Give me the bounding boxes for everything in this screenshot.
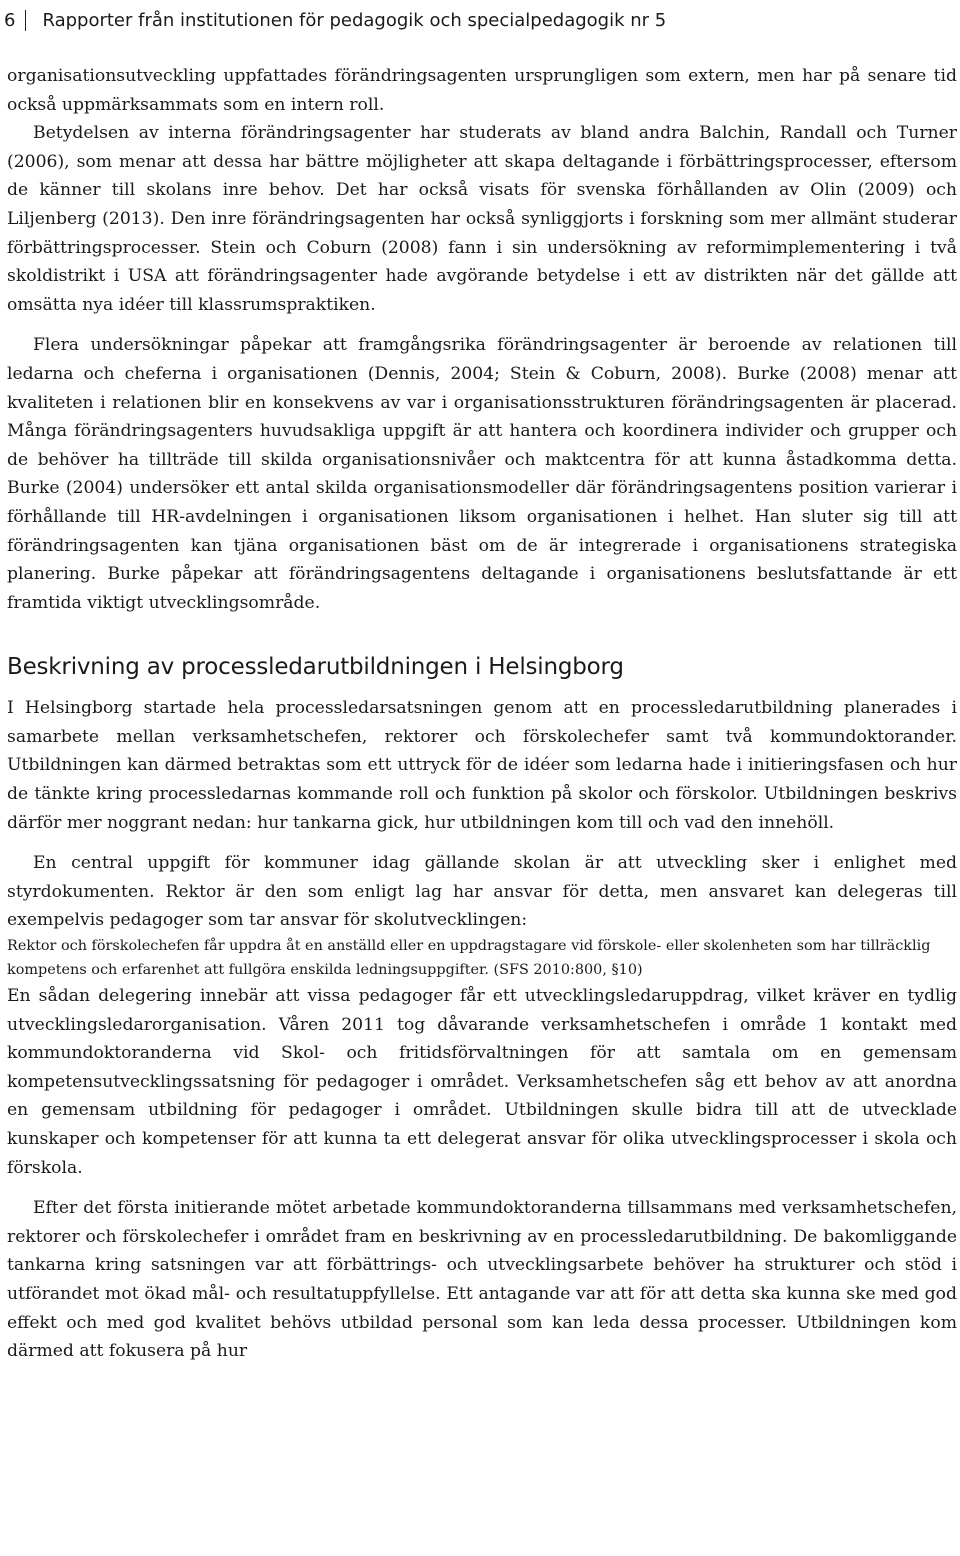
- paragraph-helsingborg-start: I Helsingborg startade hela processledarsatsningen genom att en processledarutbildning planerades i samarbete mellan verksamhetschefen, rektorer och förskolechefer samt två kommundoktorander. Utbildningen kan därmed betraktas som ett uttryck för de idéer som ledarna hade i initieringsfasen och hur de tänkte kring processledarnas kommande roll och funktion på skolor och förskolor. Utbildningen beskrivs därför mer noggrant nedan: hur tankarna gick, hur utbildningen kom till och vad den innehöll.: [7, 698, 957, 833]
- running-header: [4, 4, 666, 36]
- page-number: 6: [4, 10, 26, 31]
- header-title: Rapporter från institutionen för pedagogik och specialpedagogik nr 5: [42, 9, 667, 31]
- body-text: [7, 62, 957, 1366]
- paragraph-central-task: En central uppgift för kommuner idag gällande skolan är att utveckling sker i enlighet med styrdokumenten. Rektor är den som enligt lag har ansvar för detta, men ansvaret kan delegeras till exempelvis pedagoger som tar ansvar för skolutvecklingen:: [7, 853, 957, 931]
- section-heading: Beskrivning av processledarutbildningen i Helsingborg: [7, 654, 624, 681]
- paragraph-first-meeting: Efter det första initierande mötet arbetade kommundoktoranderna tillsammans med verksamhetschefen, rektorer och förskolechefer i området fram en beskrivning av en processledarutbildning. De bakomliggande tankarna kring satsningen var att förbättrings- och utvecklingsarbete behöver ha strukturer och stöd i utförandet mot ökad mål- och resultatuppfyllelse. Ett antagande var att för att detta ska kunna ske med god effekt och med god kvalitet behövs utbildad personal som kan leda dessa processer. Utbildningen kom därmed att fokusera på hur: [7, 1198, 957, 1362]
- paragraph-leadership-relation: Flera undersökningar påpekar att framgångsrika förändringsagenter är beroende av relationen till ledarna och cheferna i organisationen (Dennis, 2004; Stein & Coburn, 2008). Burke (2008) menar att kvaliteten i relationen blir en konsekvens av var i organisationsstrukturen förändringsagenten är placerad. Många förändringsagenters huvudsakliga uppgift är att hantera och koordinera individer och grupper och de behöver ha tillträde till skilda organisationsnivåer och maktcentra för att kunna åstadkomma detta. Burke (2004) undersöker ett antal skilda organisationsmodeller där förändringsagentens position varierar i förhållande till HR-avdelningen i organisationen liksom organisationen i helhet. Han sluter sig till att förändringsagenten kan tjäna organisationen bäst om de är integrerade i organisationens strategiska planering. Burke påpekar att förändringsagentens deltagande i organisationens beslutsfattande är ett framtida viktigt utvecklingsområde.: [7, 335, 957, 613]
- paragraph-internal-agents: Betydelsen av interna förändringsagenter har studerats av bland andra Balchin, Randall och Turner (2006), som menar att dessa har bättre möjligheter att skapa deltagande i förbättringsprocesser, eftersom de känner till skolans inre behov. Det har också visats för svenska förhållanden av Olin (2009) och Liljenberg (2013). Den inre förändringsagenten har också synliggjorts i forskning som mer allmänt studerar förbättringsprocesser. Stein och Coburn (2008) fann i sin undersökning av reformimplementering i två skoldistrikt i USA att förändringsagenter hade avgörande betydelse i ett av distrikten när det gällde att omsätta nya idéer till klassrumspraktiken.: [7, 123, 957, 315]
- paragraph-delegation: En sådan delegering innebär att vissa pedagoger får ett utvecklingsledaruppdrag, vilket kräver en tydlig utvecklingsledarorganisation. Våren 2011 tog dåvarande verksamhetschefen i område 1 kontakt med kommundoktoranderna vid Skol- och fritidsförvaltningen för att samtala om en gemensam kompetensutvecklingssatsning för pedagoger i området. Verksamhetschefen såg ett behov av att anordna en gemensam utbildning för pedagoger i området. Utbildningen skulle bidra till att de utvecklade kunskaper och kompetenser för att kunna ta ett delegerat ansvar för olika utvecklingsprocesser i skola och förskola.: [7, 986, 957, 1178]
- paragraph-continuation: organisationsutveckling uppfattades förändringsagenten ursprungligen som extern, men har på senare tid också uppmärksammats som en intern roll.: [7, 66, 957, 115]
- block-quote: Rektor och förskolechefen får uppdra åt en anställd eller en uppdragstagare vid förskole- eller skolenheten som har tillräcklig kompetens och erfarenhet att fullgöra enskilda ledningsuppgifter. (SFS 2010:800, §10): [7, 938, 931, 978]
